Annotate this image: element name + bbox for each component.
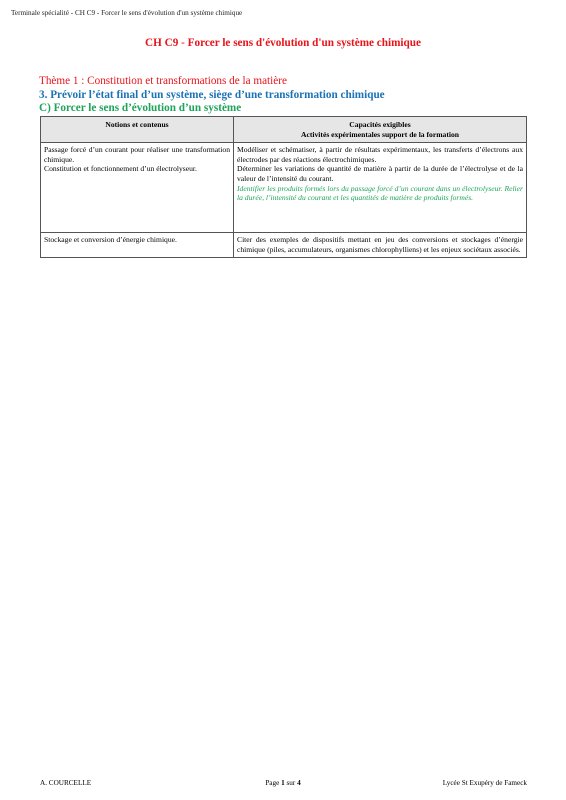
programme-table xyxy=(40,116,527,258)
capacite-item: Déterminer les variations de quantité de matière à partir de la durée de l’électrolyse et de la valeur de l’intensité du courant. xyxy=(237,164,523,183)
page-total: 4 xyxy=(297,779,301,787)
notion-item: Stockage et conversion d’énergie chimique. xyxy=(44,235,177,245)
page-current: 1 xyxy=(281,779,285,787)
notions-cell xyxy=(41,233,234,258)
header-capacites-line2: Activités expérimentales support de la formation xyxy=(301,129,459,139)
document-title xyxy=(0,37,566,49)
header-notions: Notions et contenus xyxy=(41,117,234,143)
table-header-row xyxy=(41,117,527,143)
header-capacites xyxy=(234,117,527,143)
notion-item: Constitution et fonctionnement d’un électrolyseur. xyxy=(44,164,197,174)
footer-author: A. COURCELLE xyxy=(40,779,92,787)
capacites-cell xyxy=(234,143,527,233)
header-capacites-line1: Capacités exigibles xyxy=(349,120,411,129)
section-heading: 3. Prévoir l’état final d’un système, siège d’une transformation chimique xyxy=(39,89,385,101)
subsection-heading: C) Forcer le sens d’évolution d’un système xyxy=(39,102,242,114)
capacite-item: Modéliser et schématiser, à partir de résultats expérimentaux, les transferts d’électrons aux électrodes par des réactions électrochimiques. xyxy=(237,145,523,164)
theme-heading: Thème 1 : Constitution et transformations de la matière xyxy=(39,75,287,87)
capacites-cell xyxy=(234,233,527,258)
table-row xyxy=(41,143,527,233)
notion-item: Passage forcé d’un courant pour réaliser une transformation chimique. xyxy=(44,145,230,164)
capacite-item: Citer des exemples de dispositifs mettant en jeu des conversions et stockages d’énergie chimique (piles, accumulateurs, organismes chlorophylliens) et les enjeux sociétaux associés. xyxy=(237,235,523,254)
page-prefix: Page xyxy=(265,779,280,787)
title-separator: - xyxy=(181,37,185,49)
notions-cell xyxy=(41,143,234,233)
running-header: Terminale spécialité - CH C9 - Forcer le sens d'évolution d'un système chimique xyxy=(11,9,243,17)
chapter-title: Forcer le sens d'évolution d'un système chimique xyxy=(187,37,421,49)
page-mid: sur xyxy=(286,779,296,787)
table-row xyxy=(41,233,527,258)
chapter-code: CH C9 xyxy=(145,37,179,49)
footer-school: Lycée St Exupéry de Fameck xyxy=(442,779,527,787)
experimental-activity: Identifier les produits formés lors du passage forcé d’un courant dans un électrolyseur. Relier la durée, l’intensité du courant et les quantités de matière de produits formés. xyxy=(237,183,523,203)
